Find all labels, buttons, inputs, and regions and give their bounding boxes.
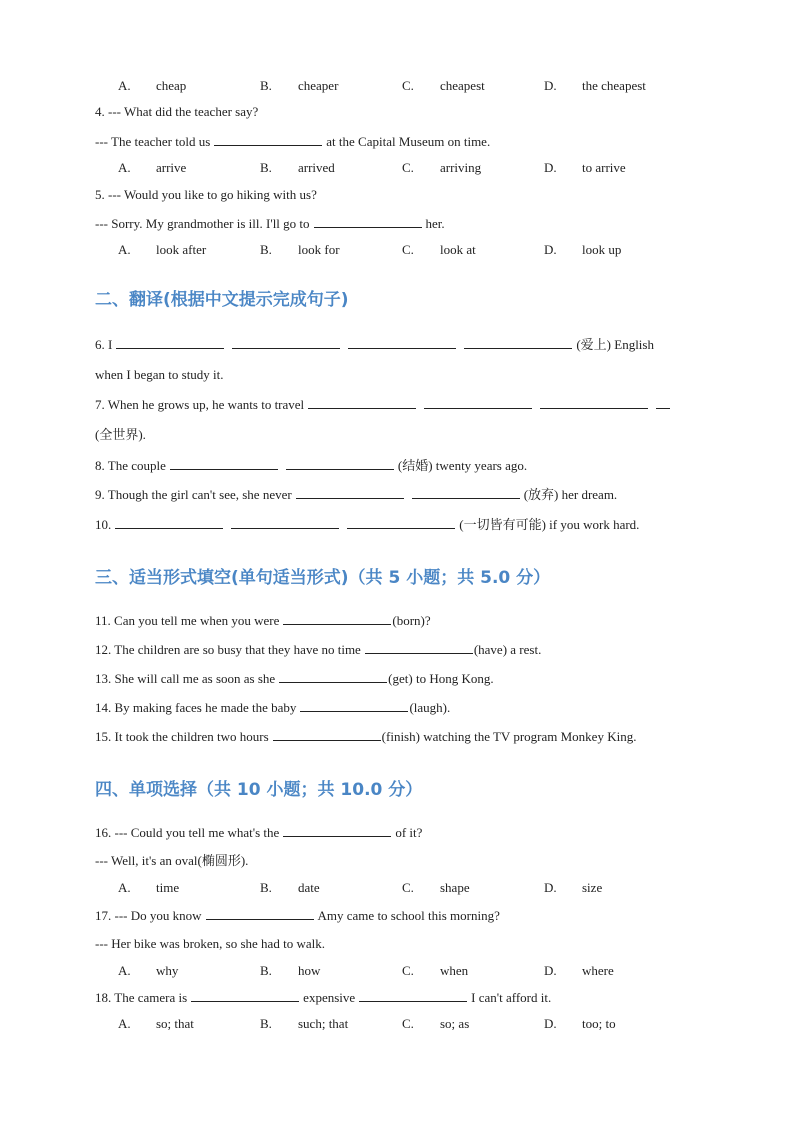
q17-line: 17. --- Do you know Amy came to school this morning?: [95, 908, 500, 923]
answer-blank[interactable]: [170, 457, 278, 470]
answer-blank[interactable]: [116, 336, 224, 349]
answer-blank[interactable]: [232, 336, 340, 349]
answer-blank[interactable]: [424, 396, 532, 409]
answer-blank[interactable]: [283, 824, 391, 837]
q11-line: 11. Can you tell me when you were (born)?: [95, 613, 431, 628]
answer-blank[interactable]: [286, 457, 394, 470]
q13-line: 13. She will call me as soon as she (get) to Hong Kong.: [95, 671, 494, 686]
answer-blank[interactable]: [115, 516, 223, 529]
q9-line: 9. Though the girl can't see, she never (放弃) her dream.: [95, 487, 618, 502]
exam-page: A. cheap B. cheaper C. cheapest D. the cheapest 4. --- What did the teacher say? --- The teacher told us at the Capital Museum on time. A. arrive B. arrived C. arriving D. to arrive 5. --- Would you like to go hiking with us? --- Sorry. My grandmother is ill. I'll go to her. A. look after B. look for C. look at D. look up 二、翻译(根据中文提示完成句子) 6. I (爱上) English when I began to study it. 7. When he grows up, he wants to travel (全世界). 8. The couple (结婚) twenty years ago. 9. Though the girl can't see, she never (放弃) her dream. 10. (一切皆有可能) if you work hard. 三、适当形式填空(单句适当形式)（共 5 小题；共 5.0 分） 11. Can you tell me when you were (born)? 12. The children are so busy that they have no time (have) a rest. 13. She will call me as soon as she (get) to Hong Kong. 14. By making faces he made the baby (laugh). 15. It took the children two hours (finish) watching the TV program Monkey King. 四、单项选择（共 10 小题；共 10.0 分） 16. --- Could you tell me what's the of it? --- Well, it's an oval(椭圆形). A. time B. date C. shape D. size 17. --- Do you know Amy came to school this morning? --- Her bike was broken, so she had to walk. A. why B. how C. when D. where 18. The camera is expensive I can't afford it. A. so; that B. such; that C. so; as D. too; to: [0, 0, 800, 1130]
answer-blank[interactable]: [273, 728, 381, 741]
answer-blank[interactable]: [283, 612, 391, 625]
q17-reply: --- Her bike was broken, so she had to walk.: [95, 936, 325, 951]
answer-blank[interactable]: [412, 486, 520, 499]
answer-blank[interactable]: [464, 336, 572, 349]
answer-blank[interactable]: [347, 516, 455, 529]
q4-question: 4. --- What did the teacher say?: [95, 104, 259, 119]
answer-blank[interactable]: [296, 486, 404, 499]
q8-line: 8. The couple (结婚) twenty years ago.: [95, 458, 528, 473]
answer-blank[interactable]: [314, 215, 422, 228]
section-heading-multiple-choice: 四、单项选择（共 10 小题；共 10.0 分）: [95, 780, 423, 800]
q16-reply: --- Well, it's an oval(椭圆形).: [95, 853, 249, 868]
q6-continuation: when I began to study it.: [95, 367, 224, 382]
q14-line: 14. By making faces he made the baby (laugh).: [95, 700, 451, 715]
q7-continuation: (全世界).: [95, 427, 146, 442]
q5-question: 5. --- Would you like to go hiking with us?: [95, 187, 317, 202]
answer-blank[interactable]: [365, 641, 473, 654]
q15-line: 15. It took the children two hours (finish) watching the TV program Monkey King.: [95, 729, 637, 744]
answer-blank[interactable]: [279, 670, 387, 683]
answer-blank[interactable]: [308, 396, 416, 409]
section-heading-translation: 二、翻译(根据中文提示完成句子): [95, 290, 349, 310]
q12-line: 12. The children are so busy that they have no time (have) a rest.: [95, 642, 542, 657]
q16-line: 16. --- Could you tell me what's the of it?: [95, 825, 423, 840]
answer-blank[interactable]: [540, 396, 648, 409]
answer-blank[interactable]: [214, 133, 322, 146]
q5-answer-line: --- Sorry. My grandmother is ill. I'll go to her.: [95, 216, 445, 231]
q6-line: 6. I (爱上) English: [95, 337, 654, 352]
section-heading-word-forms: 三、适当形式填空(单句适当形式)（共 5 小题；共 5.0 分）: [95, 568, 551, 588]
answer-blank[interactable]: [359, 989, 467, 1002]
answer-blank[interactable]: [231, 516, 339, 529]
q7-line: 7. When he grows up, he wants to travel: [95, 396, 674, 413]
answer-blank[interactable]: [656, 396, 670, 409]
q4-answer-line: --- The teacher told us at the Capital Museum on time.: [95, 134, 491, 149]
q10-line: 10. (一切皆有可能) if you work hard.: [95, 517, 640, 532]
q18-line: 18. The camera is expensive I can't afford it.: [95, 990, 552, 1005]
answer-blank[interactable]: [191, 989, 299, 1002]
answer-blank[interactable]: [300, 699, 408, 712]
answer-blank[interactable]: [206, 907, 314, 920]
answer-blank[interactable]: [348, 336, 456, 349]
